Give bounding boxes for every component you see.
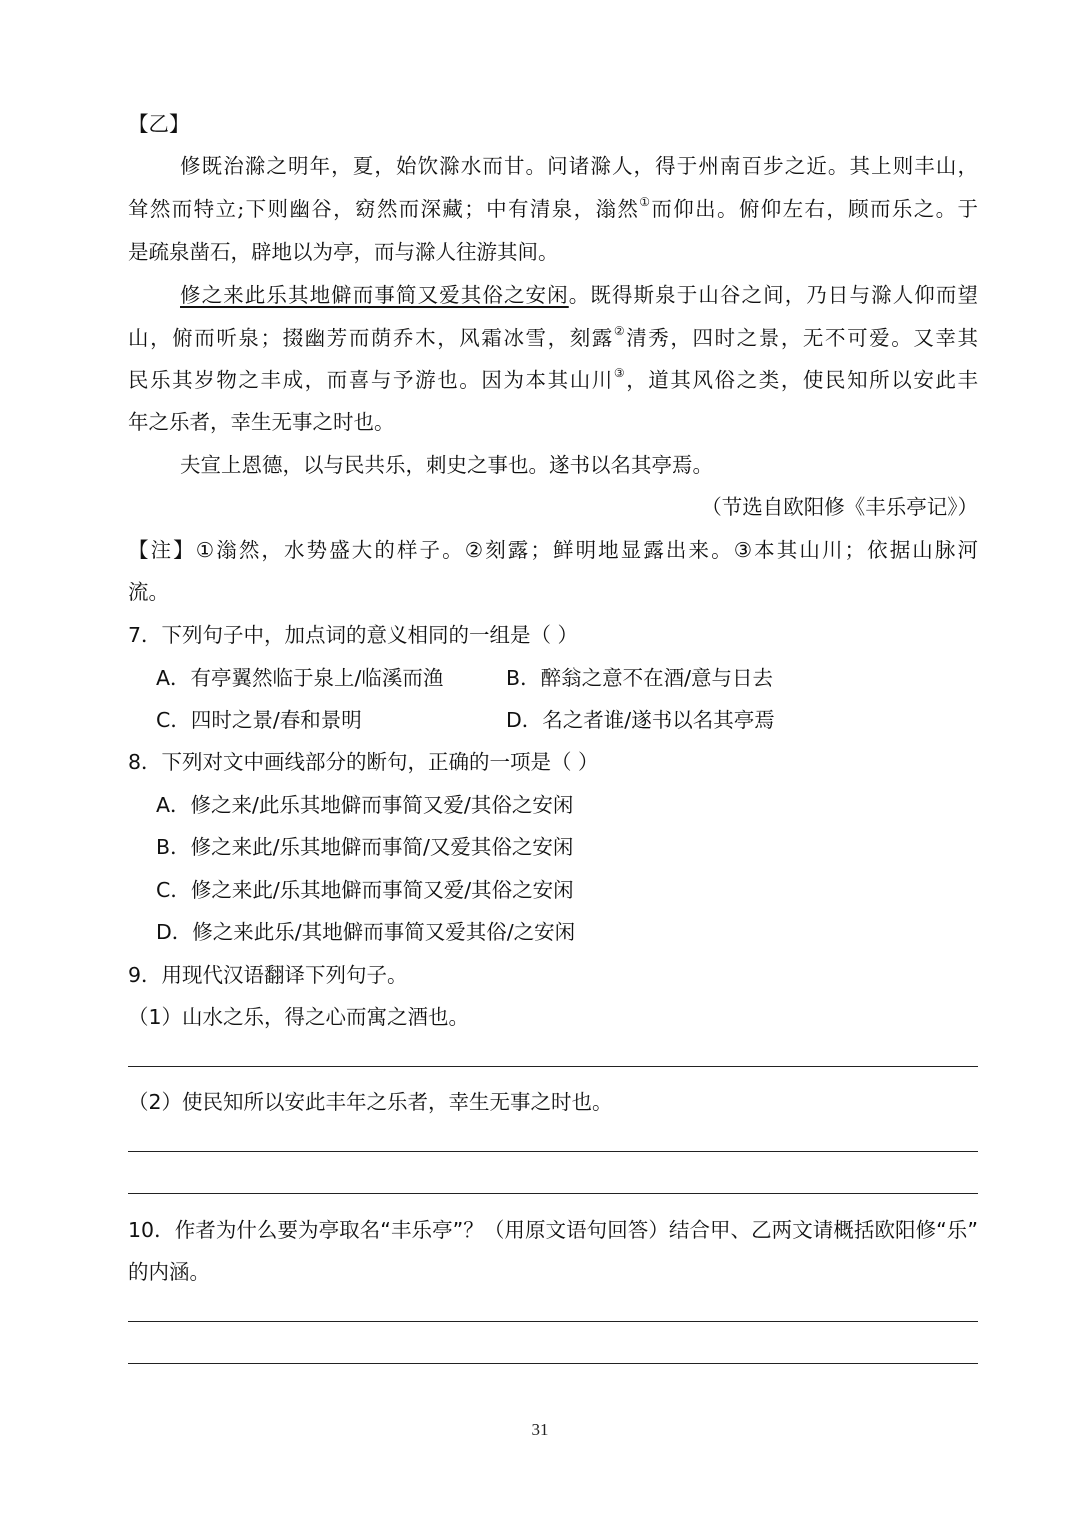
passage-p2-line1 (180, 281, 978, 309)
answer-line[interactable] (128, 1193, 978, 1194)
question-9-stem: 9．用现代汉语翻译下列句子。 (128, 963, 408, 987)
answer-line[interactable] (128, 1363, 978, 1364)
underlined-sentence: 修之来此乐其地僻而事简又爱其俗之安闲 (180, 283, 569, 307)
question-10-line1: 10．作者为什么要为亭取名“丰乐亭”？（用原文语句回答）结合甲、乙两文请概括欧阳修“乐” (128, 1218, 978, 1242)
passage-text: 。既得斯泉于山谷之间，乃日与滁人仰而望 (568, 283, 978, 307)
question-9-sub2: （2）使民知所以安此丰年之乐者，幸生无事之时也。 (128, 1090, 613, 1114)
footnote-marker-1: ① (639, 195, 652, 210)
passage-text: 清秀，四时之景，无不可爱。又幸其 (626, 326, 978, 350)
passage-source: （节选自欧阳修《丰乐亭记》） (701, 495, 978, 519)
section-label: 【乙】 (128, 112, 190, 136)
question-8-stem: 8．下列对文中画线部分的断句，正确的一项是（ ） (128, 750, 599, 774)
passage-text: 而仰出。俯仰左右，顾而乐之。于 (651, 197, 979, 221)
q8-option-a: A．修之来/此乐其地僻而事简又爱/其俗之安闲 (156, 793, 574, 817)
q7-option-c: C．四时之景/春和景明 (156, 708, 362, 732)
notes-line1: 【注】①滃然，水势盛大的样子。②刻露；鲜明地显露出来。③本其山川；依据山脉河 (128, 538, 978, 562)
q7-option-b: B．醉翁之意不在酒/意与日去 (506, 666, 773, 690)
q8-option-b: B．修之来此/乐其地僻而事简/又爱其俗之安闲 (156, 835, 574, 859)
passage-text: 耸然而特立;下则幽谷，窈然而深藏；中有清泉，滃然 (128, 197, 640, 221)
passage-p1-line2 (128, 195, 978, 223)
question-9-sub1: （1）山水之乐，得之心而寓之酒也。 (128, 1005, 470, 1029)
footnote-marker-3: ③ (613, 366, 627, 381)
passage-p1-line3: 是疏泉凿石，辟地以为亭，而与滁人往游其间。 (128, 240, 559, 264)
q8-option-c: C．修之来此/乐其地僻而事简又爱/其俗之安闲 (156, 878, 574, 902)
question-7-stem: 7．下列句子中，加点词的意义相同的一组是（ ） (128, 623, 579, 647)
q7-option-a: A．有亭翼然临于泉上/临溪而渔 (156, 666, 444, 690)
passage-p2-line4: 年之乐者，幸生无事之时也。 (128, 410, 395, 434)
passage-p3: 夫宣上恩德，以与民共乐，刺史之事也。遂书以名其亭焉。 (180, 453, 713, 477)
passage-text: 民乐其岁物之丰成，而喜与予游也。因为本其山川 (128, 368, 614, 392)
footnote-marker-2: ② (613, 324, 627, 339)
q8-option-d: D．修之来此乐/其地僻而事简又爱其俗/之安闲 (156, 920, 576, 944)
passage-p1-line1: 修既治滁之明年，夏，始饮滁水而甘。问诸滁人，得于州南百步之近。其上则丰山， (180, 154, 978, 178)
passage-p2-line2 (128, 324, 978, 352)
passage-p2-line3 (128, 366, 978, 394)
answer-line[interactable] (128, 1066, 978, 1067)
page-number: 31 (531, 1420, 549, 1439)
answer-line[interactable] (128, 1321, 978, 1322)
question-10-line2: 的内涵。 (128, 1260, 210, 1284)
answer-line[interactable] (128, 1151, 978, 1152)
q7-option-d: D．名之者谁/遂书以名其亭焉 (506, 708, 775, 732)
notes-line2: 流。 (128, 580, 169, 604)
passage-text: ，道其风俗之类，使民知所以安此丰 (626, 368, 978, 392)
passage-text: 山，俯而听泉；掇幽芳而荫乔木，风霜冰雪，刻露 (128, 326, 614, 350)
